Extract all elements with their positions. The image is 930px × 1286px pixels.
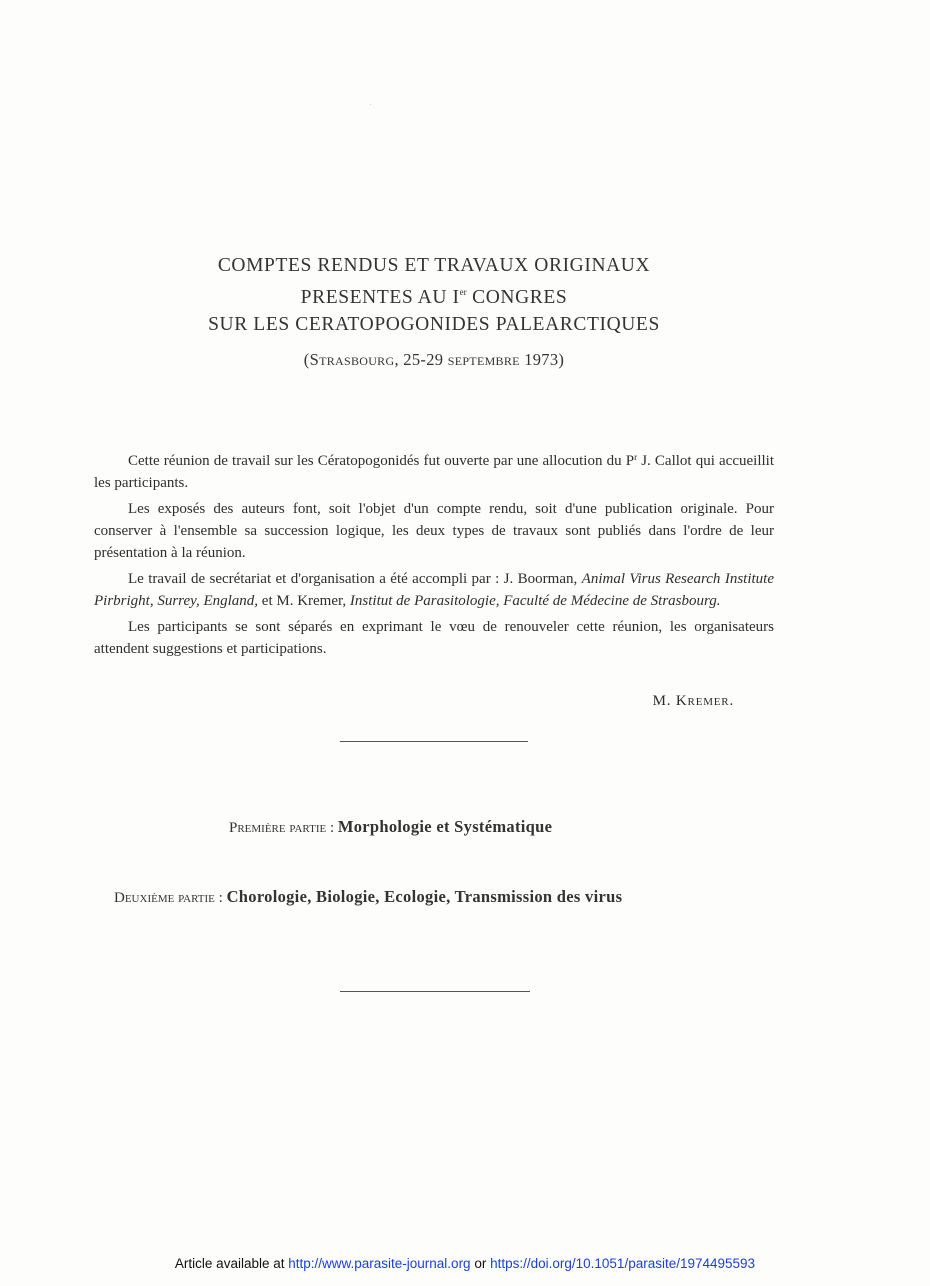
intro-p1-text-end: J. Callot qui accueillit les participants.	[94, 453, 774, 491]
intro-p3-text-middle: et M. Kremer,	[258, 593, 350, 609]
signature-initial: M.	[652, 693, 676, 709]
subtitle-paren: (	[303, 350, 310, 369]
part-one-label: Première partie :	[229, 820, 335, 836]
divider-rule	[340, 991, 530, 992]
intro-p3-text: Le travail de secrétariat et d'organisation a été accompli par : J. Boorman,	[128, 571, 582, 587]
part-two-label: Deuxième partie :	[114, 890, 223, 906]
part-two-heading	[114, 887, 622, 907]
intro-p3-institute-2: Institut de Parasitologie, Faculté de Médecine de Strasbourg.	[349, 593, 721, 609]
subtitle-dates: 25-29	[398, 350, 448, 369]
part-one-heading	[229, 817, 552, 837]
intro-paragraph-1	[94, 446, 774, 494]
title-line-2-superscript: er	[459, 287, 467, 297]
signature	[653, 693, 734, 710]
congress-date-location	[0, 350, 868, 370]
intro-p1-text: Cette réunion de travail sur les Cératopogonidés fut ouverte par une allocution du P	[128, 453, 635, 469]
part-one-title: Morphologie et Systématique	[337, 817, 553, 836]
doi-link[interactable]: https://doi.org/10.1051/parasite/1974495593	[490, 1256, 756, 1271]
subtitle-month: septembre	[447, 350, 520, 369]
subtitle-city: Strasbourg,	[309, 350, 399, 369]
intro-p3-institute-1: Animal Virus Research Institute Pirbright, Surrey, England,	[94, 571, 774, 609]
intro-paragraph-2: Les exposés des auteurs font, soit l'objet d'un compte rendu, soit d'une publication originale. Pour conserver à l'ensemble sa succession logique, les deux types de travaux sont publiés dans l'ordre de leur présentation à la réunion.	[94, 501, 774, 561]
article-availability-footer	[0, 1256, 930, 1271]
title-line-2-end: CONGRES	[466, 287, 568, 308]
title-line-2	[0, 279, 868, 311]
subtitle-year: 1973)	[519, 350, 565, 369]
journal-link[interactable]: http://www.parasite-journal.org	[288, 1256, 471, 1271]
footer-or: or	[470, 1256, 491, 1271]
intro-p1-superscript: r	[634, 452, 638, 462]
title-line-3: SUR LES CERATOPOGONIDES PALEARCTIQUES	[208, 314, 660, 335]
introduction-text	[94, 446, 774, 664]
document-title	[0, 252, 868, 338]
divider-rule	[340, 741, 528, 742]
intro-paragraph-3	[94, 568, 774, 612]
signature-name: Kremer.	[675, 693, 734, 709]
title-line-2-text: PRESENTES AU I	[300, 287, 460, 308]
scan-speck	[370, 104, 371, 105]
intro-paragraph-4: Les participants se sont séparés en exprimant le vœu de renouveler cette réunion, les organisateurs attendent suggestions et participations.	[94, 619, 774, 657]
part-two-title: Chorologie, Biologie, Ecologie, Transmission des virus	[226, 887, 623, 906]
footer-prefix: Article available at	[174, 1256, 289, 1271]
title-line-1: COMPTES RENDUS ET TRAVAUX ORIGINAUX	[217, 255, 651, 276]
